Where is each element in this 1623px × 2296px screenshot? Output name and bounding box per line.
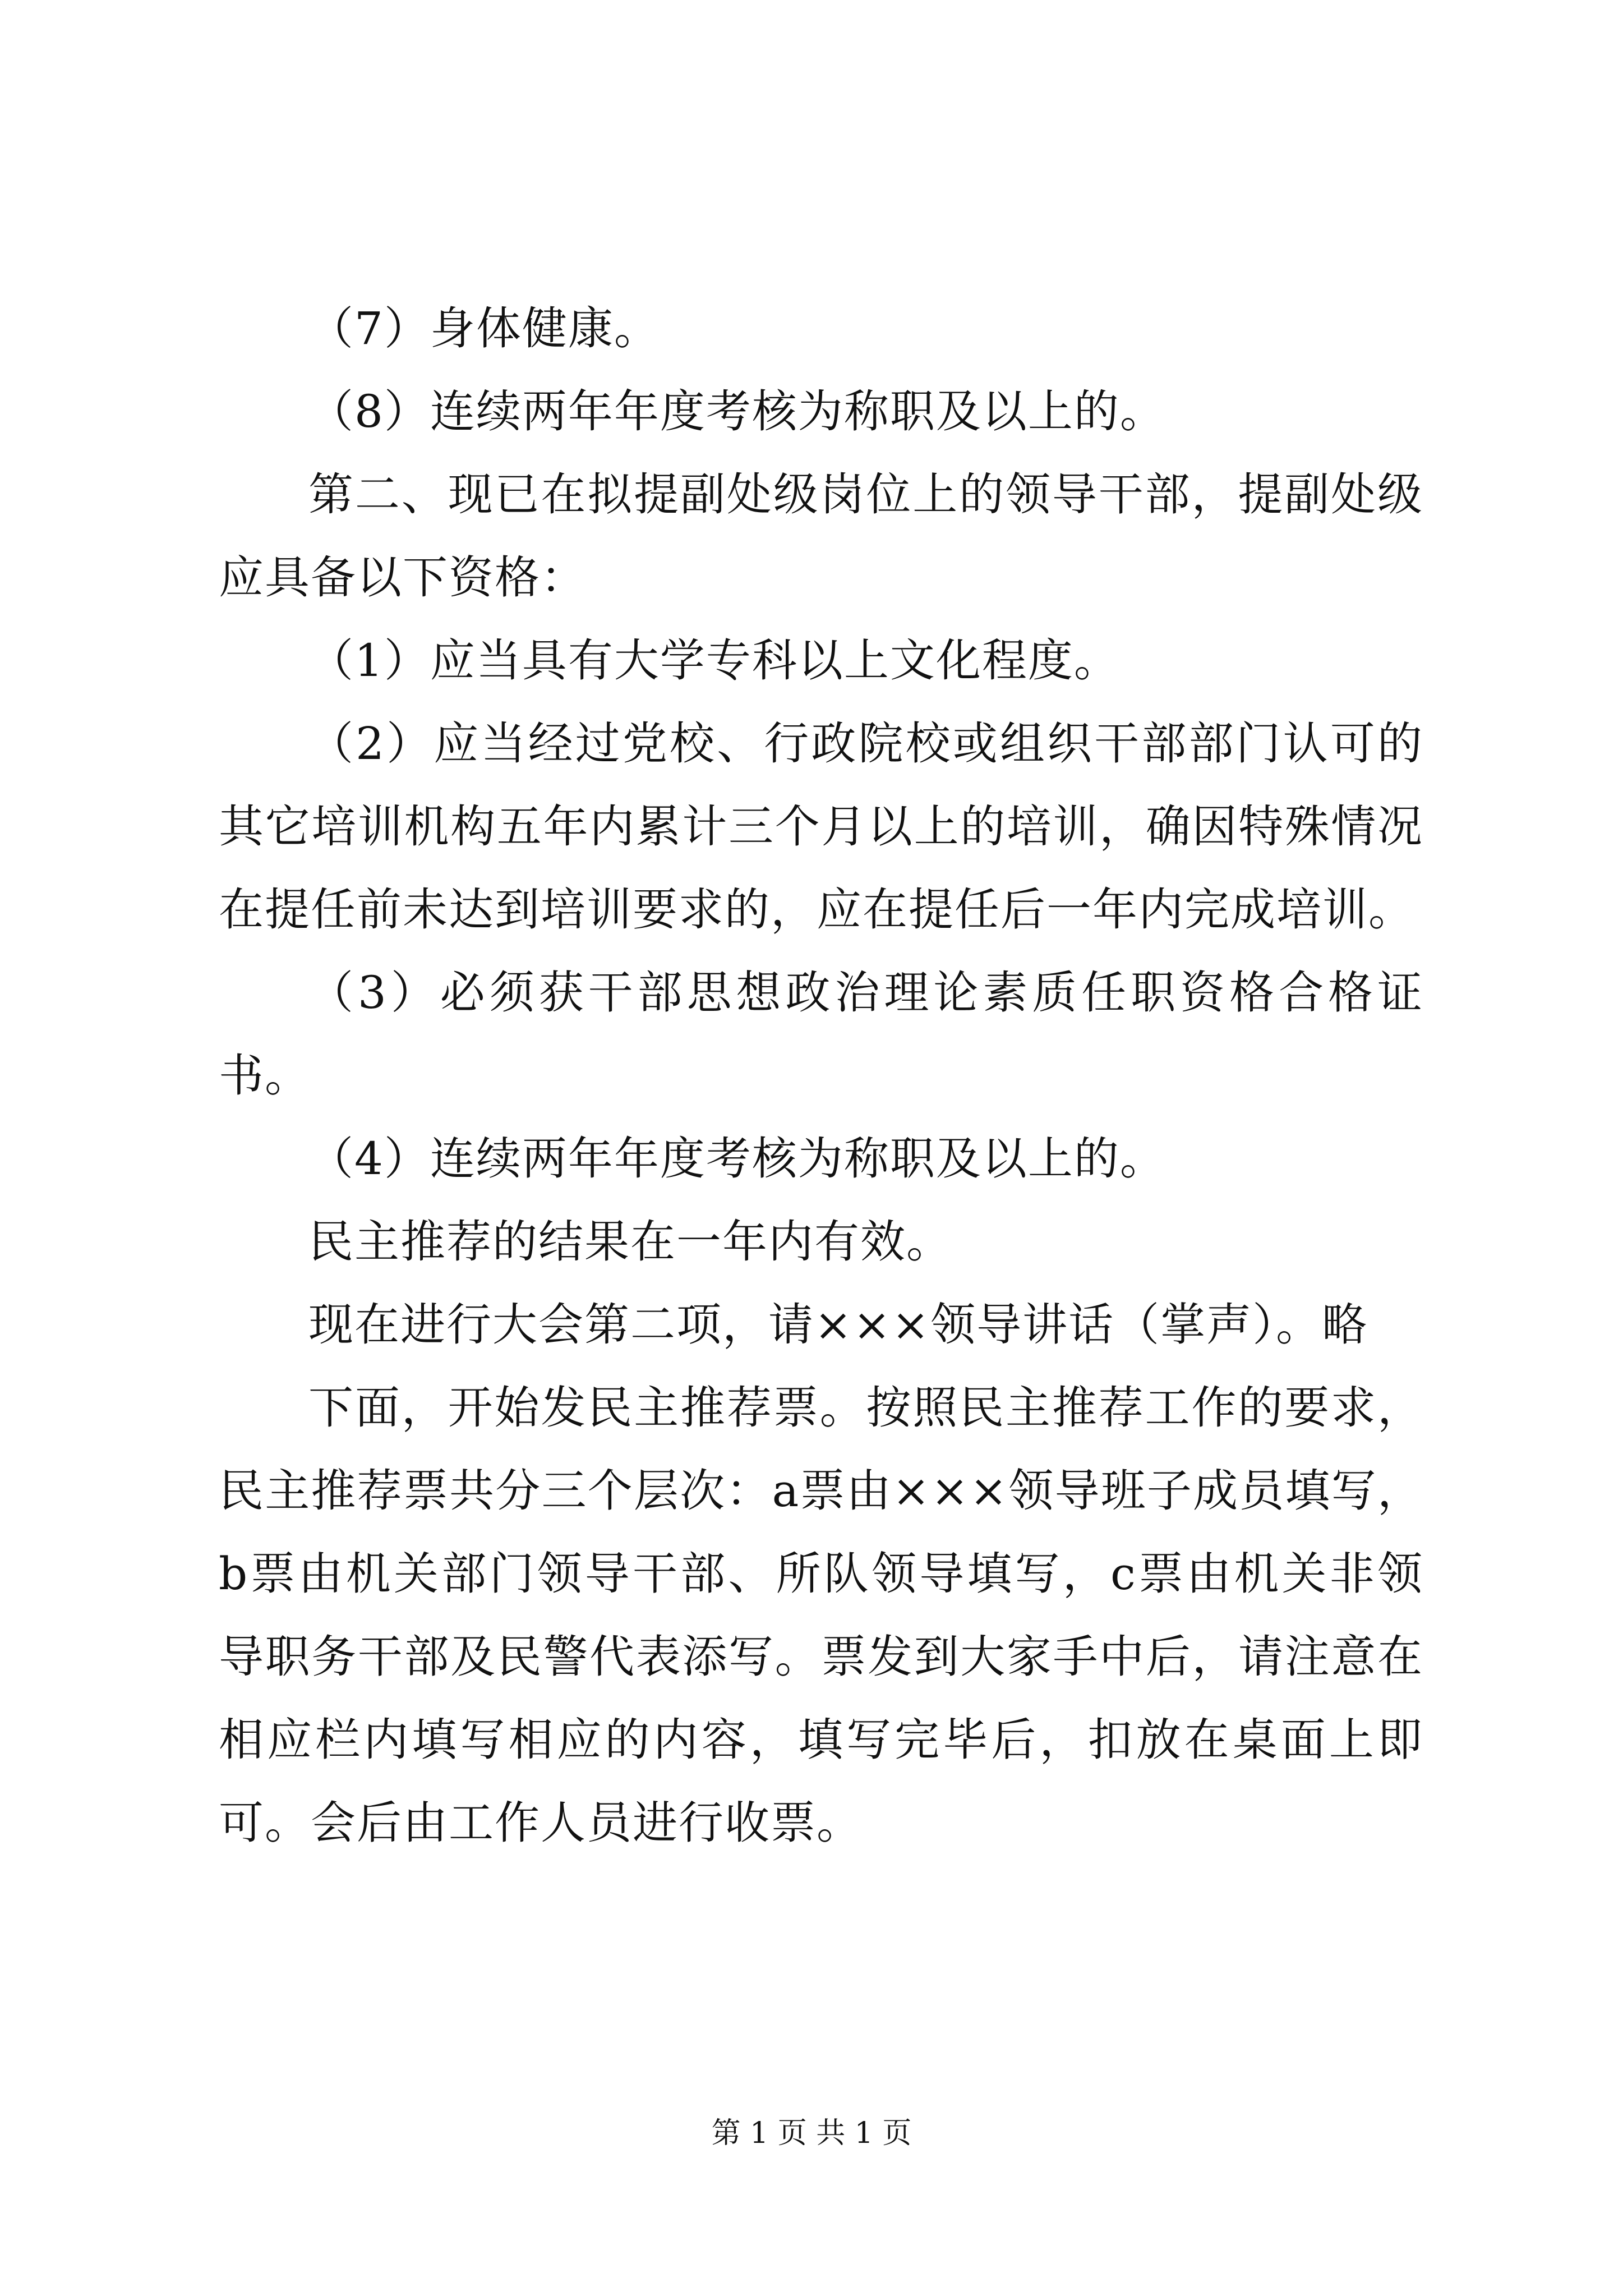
page-footer: 第 1 页 共 1 页 bbox=[711, 2116, 912, 2150]
paragraph-second-item: 现在进行大会第二项，请×××领导讲话（掌声）。略 bbox=[308, 1299, 1368, 1351]
paragraph-item-3-certificate: （3）必须获干部思想政治理论素质任职资格合格证书。 bbox=[219, 967, 1423, 1102]
paragraph-ballot-instructions: 下面，开始发民主推荐票。按照民主推荐工作的要求，民主推荐票共分三个层次：a票由×××领导班子成员填写，b票由机关部门领导干部、所队领导填写，c票由机关非领导职务干部及民警代表添写。票发到大家手中后，请注意在相应栏内填写相应的内容，填写完毕后，扣放在桌面上即可。会后由工作人员进行收票。 bbox=[219, 1382, 1423, 1849]
paragraph-item-7-health: （7）身体健康。 bbox=[308, 302, 660, 355]
paragraph-item-4-assessment: （4）连续两年年度考核为称职及以上的。 bbox=[308, 1133, 1166, 1185]
paragraph-section-second: 第二、现已在拟提副处级岗位上的领导干部，提副处级应具备以下资格： bbox=[219, 468, 1423, 604]
paragraph-item-1-education: （1）应当具有大学专科以上文化程度。 bbox=[308, 634, 1120, 687]
paragraph-validity: 民主推荐的结果在一年内有效。 bbox=[308, 1216, 952, 1268]
paragraph-item-2-training: （2）应当经过党校、行政院校或组织干部部门认可的其它培训机构五年内累计三个月以上的培训，确因特殊情况在提任前未达到培训要求的，应在提任后一年内完成培训。 bbox=[219, 717, 1423, 936]
paragraph-item-8-assessment: （8）连续两年年度考核为称职及以上的。 bbox=[308, 385, 1166, 438]
document-body bbox=[219, 287, 1423, 1865]
